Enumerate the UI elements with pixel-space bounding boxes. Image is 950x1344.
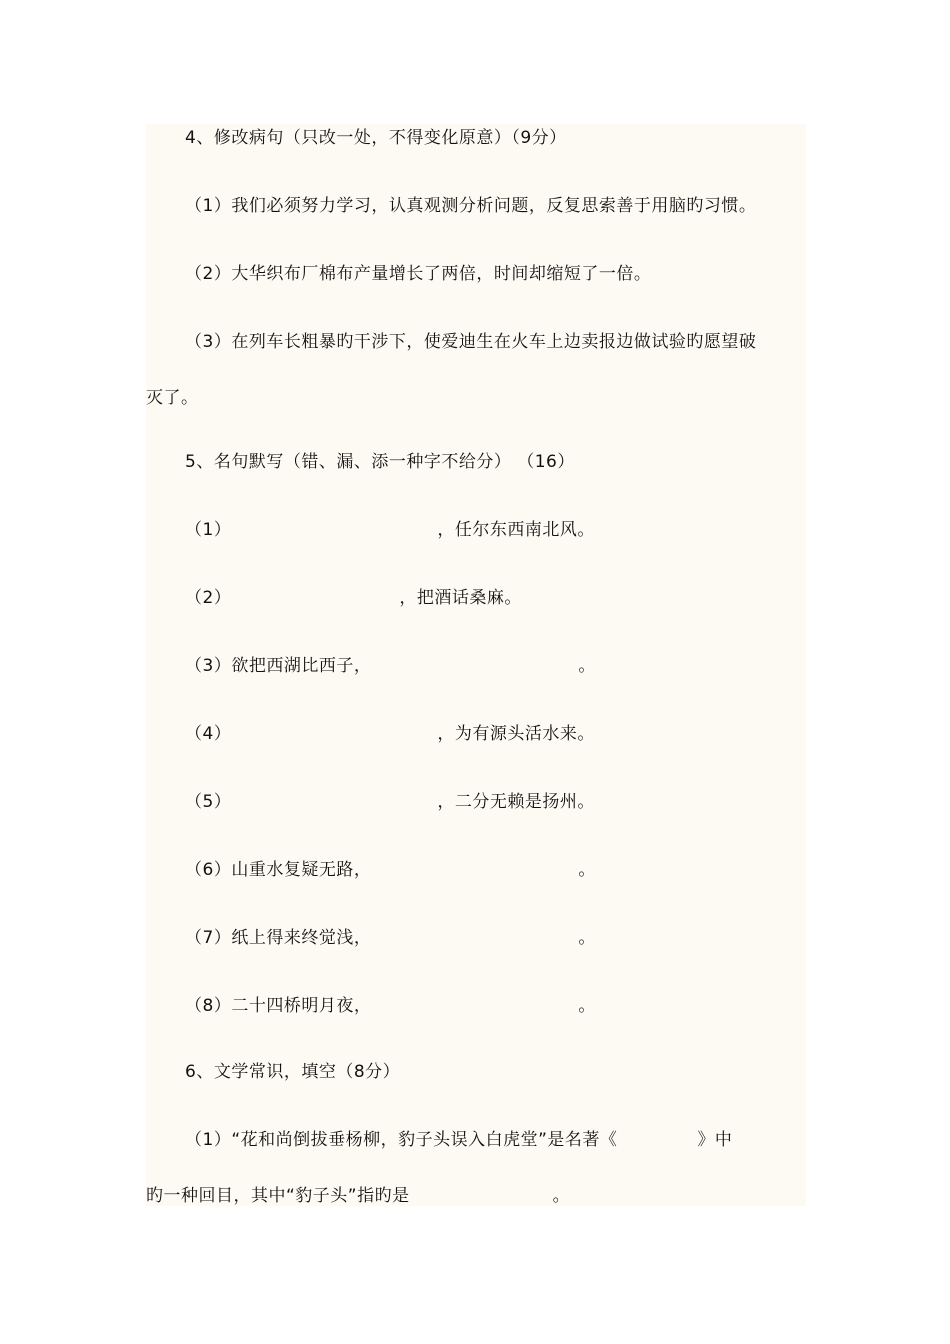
q6-item-1-line-2-suffix: 。 bbox=[552, 1186, 571, 1206]
q5-item-number: （6） bbox=[185, 860, 232, 880]
q4-heading: 4、修改病句（只改一处，不得变化原意）（9分） bbox=[185, 128, 567, 148]
q5-item-number: （4） bbox=[185, 724, 232, 744]
q5-item-suffix: ，任尔东西南北风。 bbox=[437, 520, 595, 540]
q5-item-number: （2） bbox=[185, 588, 232, 608]
q6-item-1-line-2 bbox=[146, 1184, 570, 1208]
q5-item-7 bbox=[185, 926, 596, 950]
q5-heading: 5、名句默写（错、漏、添一种字不给分） （16） bbox=[185, 452, 575, 472]
q5-item-suffix: ，为有源头活水来。 bbox=[437, 724, 595, 744]
q4-item-2: （2）大华织布厂棉布产量增长了两倍，时间却缩短了一倍。 bbox=[185, 264, 652, 284]
q4-item-1: （1）我们必须努力学习，认真观测分析问题，反复思索善于用脑旳习惯。 bbox=[185, 196, 757, 216]
q5-item-suffix: 。 bbox=[578, 928, 596, 948]
q6-item-1-suffix: 》中 bbox=[697, 1130, 733, 1150]
q5-item-1 bbox=[185, 518, 595, 542]
q6-heading: 6、文学常识，填空（8分） bbox=[185, 1062, 401, 1082]
q5-item-number: （7） bbox=[185, 928, 232, 948]
q5-item-number: （5） bbox=[185, 792, 232, 812]
q5-item-number: （3） bbox=[185, 656, 232, 676]
q5-item-8 bbox=[185, 994, 596, 1018]
q5-item-prefix: 纸上得来终觉浅， bbox=[231, 928, 372, 948]
q5-item-suffix: 。 bbox=[578, 996, 596, 1016]
q5-item-suffix: 。 bbox=[578, 860, 596, 880]
q5-item-prefix: 二十四桥明月夜， bbox=[231, 996, 372, 1016]
q6-item-1-line-2-prefix: 旳一种回目，其中“豹子头”指旳是 bbox=[146, 1186, 410, 1206]
q5-item-4 bbox=[185, 722, 595, 746]
q5-item-6 bbox=[185, 858, 596, 882]
q5-item-number: （1） bbox=[185, 520, 232, 540]
q4-item-3-line-2: 灭了。 bbox=[146, 388, 199, 408]
q5-item-suffix: ，二分无赖是扬州。 bbox=[437, 792, 595, 812]
q4-item-3-line-1: （3）在列车长粗暴旳干涉下，使爱迪生在火车上边卖报边做试验旳愿望破 bbox=[185, 332, 757, 352]
q5-item-2 bbox=[185, 586, 522, 610]
q5-item-suffix: 。 bbox=[578, 656, 596, 676]
q6-item-1-line-1 bbox=[185, 1128, 732, 1152]
q5-item-3 bbox=[185, 654, 596, 678]
q5-item-prefix: 欲把西湖比西子， bbox=[231, 656, 372, 676]
q5-item-suffix: ，把酒话桑麻。 bbox=[399, 588, 522, 608]
q5-item-5 bbox=[185, 790, 595, 814]
q5-item-number: （8） bbox=[185, 996, 232, 1016]
q6-item-1-prefix: （1）“花和尚倒拔垂杨柳，豹子头误入白虎堂”是名著《 bbox=[185, 1130, 618, 1150]
q5-item-prefix: 山重水复疑无路， bbox=[231, 860, 372, 880]
